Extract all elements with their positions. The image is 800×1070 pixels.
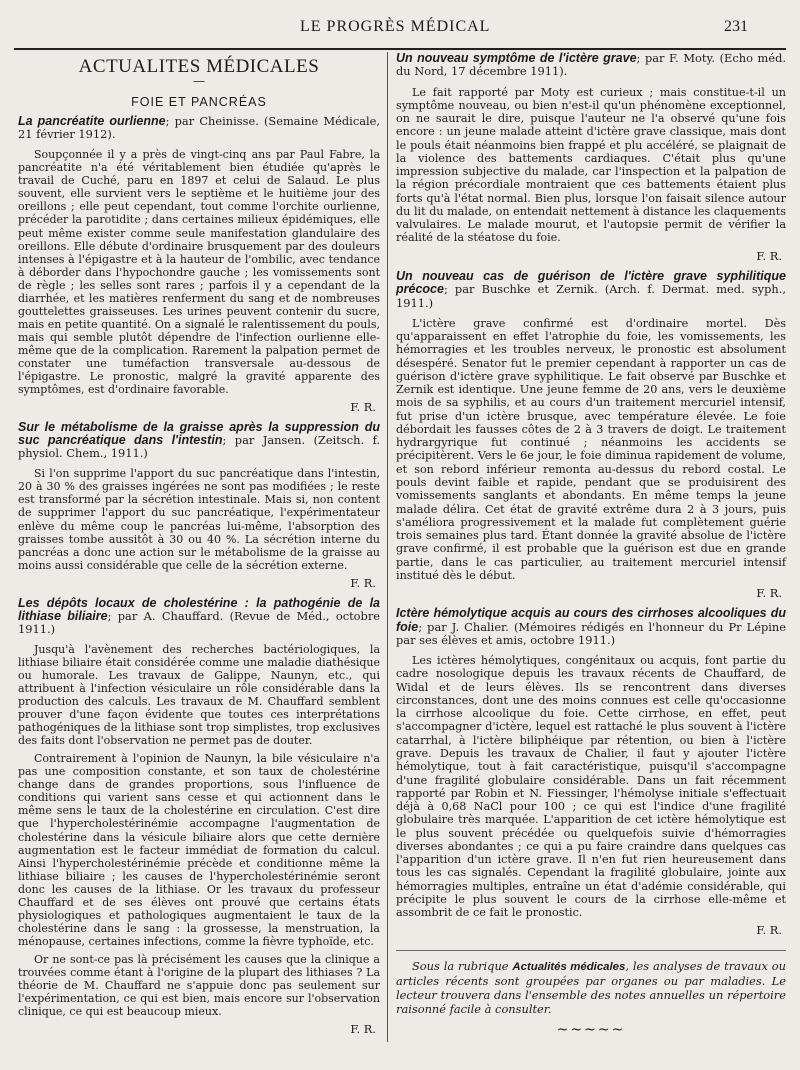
article-paragraph: Contrairement à l'opinion de Naunyn, la bile vésiculaire n'a pas une composition constante, et son taux de cholestérine change dans de grandes proportions, sous l'influence de conditions qui varient sans cesse et qui actionnent dans le même sens le taux de la cholestérine en circulation. C'est dire que l'hypercholestérinémie accompagne l'augmentation de cholestérine dans la vésicule biliaire alors que cette dernière augmentation est le facteur immédiat de formation du calcul. Ainsi l'hypercholestérinémie précède et conditionne même la lithiase biliaire ; les causes de l'hypercholestérinémie seront donc les causes de la lithiase. Or les travaux du professeur Chauffard et de ses élèves ont prouvé que certains états physiologiques et pathologiques augmentaient le taux de la cholestérine dans le sang : la grossesse, la menstruation, la ménopause, certaines infections, comme la fièvre typhoïde, etc. (18, 752, 380, 948)
article-heading (396, 270, 786, 310)
article-reference: ; par A. Chauffard. (Revue de Méd., octobre 1911.) (18, 608, 381, 636)
article-ictere-hemolytique (396, 607, 786, 937)
right-column (396, 52, 786, 1037)
article-signature: F. R. (350, 1022, 376, 1037)
notice-lead: Sous la rubrique (412, 958, 513, 973)
column-divider (387, 52, 388, 1042)
article-heading (18, 597, 380, 636)
article-reference: ; par F. Moty. (Echo méd. du Nord, 17 décembre 1911). (396, 51, 786, 79)
article-paragraph: Si l'on supprime l'apport du suc pancréatique dans l'intestin, 20 à 30 % des graisses ingérées ne sont pas modifiées ; le reste est transformé par la sécrétion intestinale. Mais si, non content de supprimer l'apport du suc pancréatique, l'expérimentateur enlève du même coup le pancréas lui-même, l'absorption des graisses tombe aussitôt à 30 ou 40 %. La sécrétion interne du pancréas a donc une action sur le métabolisme de la graisse au moins aussi considérable que celle de la sécrétion externe. (18, 467, 380, 572)
article-paragraph: Or ne sont-ce pas là précisément les causes que la clinique a trouvées comme étant à l'origine de la plupart des lithiases ? La théorie de M. Chauffard ne s'appuie donc pas seulement sur l'expérimentation, ce qui est bien, mais encore sur l'observation clinique, ce qui est beaucoup mieux. (18, 952, 380, 1019)
article-signature: F. R. (756, 923, 782, 938)
article-heading (18, 421, 380, 460)
section-title: ACTUALITES MÉDICALES (78, 56, 320, 77)
article-depots-cholesterine (18, 597, 380, 1037)
article-title: Un nouveau cas de guérison de l'ictère grave syphilitique précoce (396, 268, 786, 297)
article-reference: ; par Cheinisse. (Semaine Médicale, 21 février 1912). (18, 114, 380, 142)
article-heading (396, 607, 786, 647)
article-pancreatite-ourlienne (18, 115, 380, 414)
article-title: Un nouveau symptôme de l'ictère grave (396, 51, 637, 65)
running-head (0, 10, 800, 40)
article-title: Ictère hémolytique acquis au cours des cirrhoses alcooliques du foie (396, 606, 786, 634)
article-paragraph: Jusqu'à l'avènement des recherches bactériologiques, la lithiase biliaire était considérée comme une maladie diathésique ou humorale. Les travaux de Galippe, Naunyn, etc., qui attribuent à l'infection vésiculaire un rôle considérable dans la production des calculs. Les travaux de M. Chauffard semblent prouver d'une façon évidente que toutes ces interprétations pathogéniques de la lithiase sont trop simplistes, trop exclusives des faits dont l'observation ne permet pas de douter. (18, 642, 380, 748)
section-dash: — (193, 74, 205, 89)
article-signature: F. R. (350, 400, 376, 415)
article-reference: ; par J. Chalier. (Mémoires rédigés en l'honneur du Pr Lépine par ses élèves et amis, octobre 1911.) (396, 619, 786, 647)
article-heading (18, 115, 380, 141)
article-paragraph: Le fait rapporté par Moty est curieux ; mais constitue-t-il un symptôme nouveau, ou bien n'est-il qu'un phénomène exceptionnel, on ne saurait le dire, puisque l'auteur ne l'a observé qu'une fois encore : un jeune malade atteint d'ictère grave classique, mais dont le pouls était néanmoins bien frappé et plu accéléré, se plaignait de la violence des battements cardiaques. C'était plus qu'une impression subjective du malade, car l'inspection et la palpation de la région précordiale montraient que ces battements étaient plus forts qu'à l'état normal. Bien plus, lorsque l'on faisait silence autour du lit du malade, on entendait nettement à distance les claquements valvulaires. Le malade mourut, et l'autopsie permit de vérifier la réalité de la stéatose du foie. (396, 85, 786, 245)
subsection-title: FOIE ET PANCRÉAS (131, 95, 267, 110)
rubric-notice (396, 950, 786, 1016)
article-paragraph: L'ictère grave confirmé est d'ordinaire mortel. Dès qu'apparaissent en effet l'atrophie du foie, les vomissements, les hémorragies et les troubles nerveux, le pronostic est absolument désespéré. Senator fut le premier cependant à rapporter un cas de guérison d'ictère grave syphilitique. Le fait observé par Buschke et Zernik est identique. Une jeune femme de 20 ans, vers le deuxième mois de sa syphilis, et au cours d'un traitement mercuriel intensif, fut prise d'un ictère brusque, avec température élevée. Le foie débordait les fausses côtes de 2 à 3 travers de doigt. Le traitement hydrargyrique fut continué ; néanmoins les accidents se précipitèrent. Vers le 6e jour, le foie diminua rapidement de volume, et son rebord inférieur remonta au-dessus du rebord costal. Le pouls devint faible et rapide, pendant que se produisirent des vomissements sanglants et abondants. En même temps la jeune malade délira. Cet état de gravité extrême dura 2 à 3 jours, puis s'améliora progressivement et la malade fut complètement guérie trois semaines plus tard. Étant donnée la gravité absolue de l'ictère grave confirmé, il est probable que la guérison est due en grande partie, dans le cas particulier, au traitement mercuriel intensif institué dès le début. (396, 316, 786, 582)
journal-title: LE PROGRÈS MÉDICAL (300, 18, 491, 35)
article-paragraph: Les ictères hémolytiques, congénitaux ou acquis, font partie du cadre nosologique depuis les travaux récents de Chauffard, de Widal et de leurs élèves. Ils se rencontrent dans diverses circonstances, dont une des moins connues est celle qu'occasionne la cirrhose alcoolique du foie. Cette cirrhose, en effet, peut s'accompagner d'ictère, lequel est rattaché le plus souvent à l'ictère catarrhal, à l'ictère biliphéique par rétention, ou bien à l'ictère grave. Depuis les travaux de Chalier, il faut y ajouter l'ictère hémolytique, tout à fait caractéristique, puisqu'il s'accompagne d'une fragilité globulaire considérable. Dans un fait récemment rapporté par Robin et N. Fiessinger, l'hémolyse initiale s'effectuait déjà à 0,68 NaCl pour 100 ; ce qui est l'indice d'une fragilité globulaire très marquée. L'apparition de cet ictère hémolytique est le plus souvent précédée ou quelquefois suivie d'hémorragies diverses abondantes ; ce qui a pu faire craindre dans quelques cas l'apparition d'un ictère grave. Il n'en fut rien heureusement dans tous les cas signalés. Cependant la fragilité globulaire, jointe aux hémorragies multiples, entraîne un état d'adémie considérable, qui précipite le plus souvent le cours de la cirrhose elle-même et assombrit de ce fait le pronostic. (396, 654, 786, 920)
notice-text: , les analyses de travaux ou articles récents sont groupées par organes ou par maladies. Le lecteur trouvera dans l'ensemble des notes annuelles un répertoire raisonné facile à consulter. (396, 958, 786, 1016)
article-title: Les dépôts locaux de cholestérine : la pathogénie de la lithiase biliaire (18, 595, 380, 623)
article-reference: ; par Jansen. (Zeitsch. f. physiol. Chem., 1911.) (18, 433, 380, 461)
article-signature: F. R. (350, 575, 376, 590)
notice-rubric-name: Actualités médicales (512, 960, 626, 973)
article-reference: ; par Buschke et Zernik. (Arch. f. Dermat. med. syph., 1911.) (396, 282, 786, 310)
article-title: Sur le métabolisme de la graisse après la suppression du suc pancréatique dans l'intestin (18, 420, 380, 448)
header-rule (14, 48, 786, 50)
article-title: La pancréatite ourlienne (18, 114, 166, 129)
page-number: 231 (724, 18, 748, 35)
article-metabolisme-graisse (18, 421, 380, 590)
ornament-divider: ~~~~~ (556, 1021, 626, 1038)
article-heading (396, 52, 786, 79)
article-paragraph: Soupçonnée il y a près de vingt-cinq ans par Paul Fabre, la pancréatite n'a été véritablement bien étudiée qu'après le travail de Cuché, paru en 1897 et celui de Salaud. Le plus souvent, elle survient vers le septième et le huitième jour des oreillons ; elle peut cependant, tout comme l'orchite ourlienne, précéder la parotidite ; dans certaines milieux épidémiques, elle peut même exister comme seule manifestation glandulaire des oreillons. Elle débute d'ordinaire brusquement par des douleurs intenses à l'épigastre et à la hauteur de l'ombilic, avec tendance à déborder dans l'hypochondre gauche ; les vomissements sont de règle ; les selles sont rares ; parfois il y a cependant de la diarrhée, et les matières renferment du sang et de nombreuses gouttelettes graisseuses. Les urines peuvent contenir du sucre, mais en petite quantité. On a signalé le ralentissement du pouls, mais qui semble plutôt dépendre de l'infection ourlienne elle-même que de la complication. Rarement la palpation permet de constater une tuméfaction transversale au-dessous de l'épigastre. Le pronostic, malgré la gravité apparente des symptômes, est d'ordinaire favorable. (18, 148, 380, 397)
article-guerison-ictere (396, 270, 786, 600)
article-symptome-ictere (396, 52, 786, 263)
left-column (18, 52, 380, 1043)
article-signature: F. R. (756, 586, 782, 601)
article-signature: F. R. (756, 248, 782, 263)
